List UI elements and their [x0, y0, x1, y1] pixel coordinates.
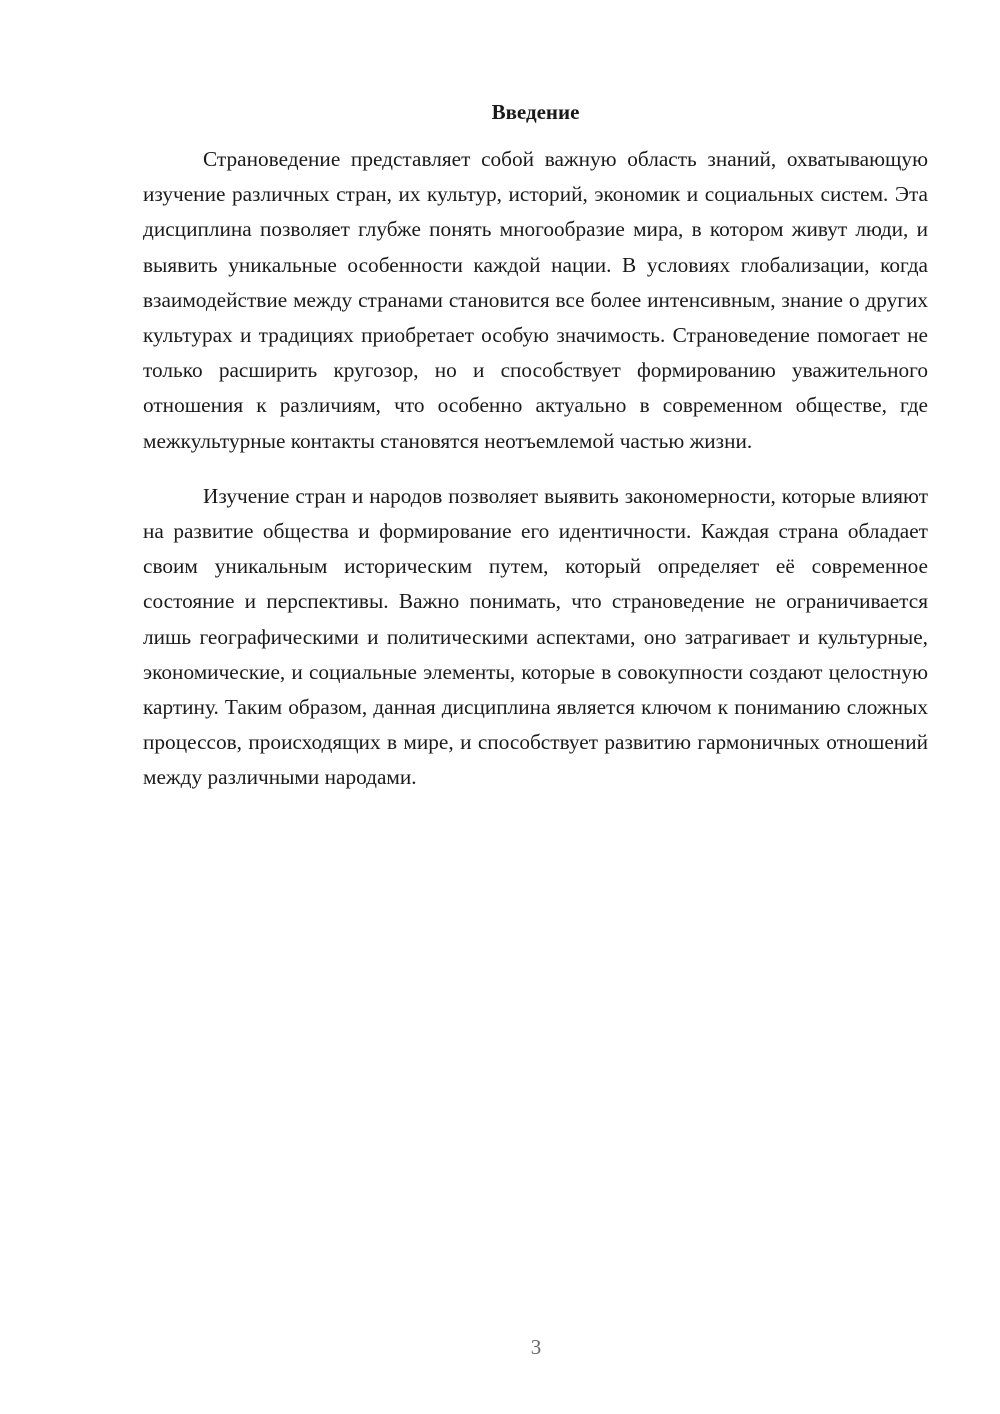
section-title: Введение	[491, 100, 580, 124]
paragraph-2: Изучение стран и народов позволяет выявить закономерности, которые влияют на развитие общества и формирование его идентичности. Каждая страна обладает своим уникальным историческим путем, который определяет её современное состояние и перспективы. Важно понимать, что страноведение не ограничивается лишь географическими и политическими аспектами, оно затрагивает и культурные, экономические, и социальные элементы, которые в совокупности создают целостную картину. Таким образом, данная дисциплина является ключом к пониманию сложных процессов, происходящих в мире, и способствует развитию гармоничных отношений между различными народами.	[143, 483, 928, 790]
page-number: 3	[530, 1335, 542, 1359]
paragraph-1: Страноведение представляет собой важную область знаний, охватывающую изучение различных стран, их культур, историй, экономик и социальных систем. Эта дисциплина позволяет глубже понять многообразие мира, в котором живут люди, и выявить уникальные особенности каждой нации. В условиях глобализации, когда взаимодействие между странами становится все более интенсивным, знание о других культурах и традициях приобретает особую значимость. Страноведение помогает не только расширить кругозор, но и способствует формированию уважительного отношения к различиям, что особенно актуально в современном обществе, где межкультурные контакты становятся неотъемлемой частью жизни.	[143, 147, 928, 453]
document-body	[143, 142, 928, 796]
